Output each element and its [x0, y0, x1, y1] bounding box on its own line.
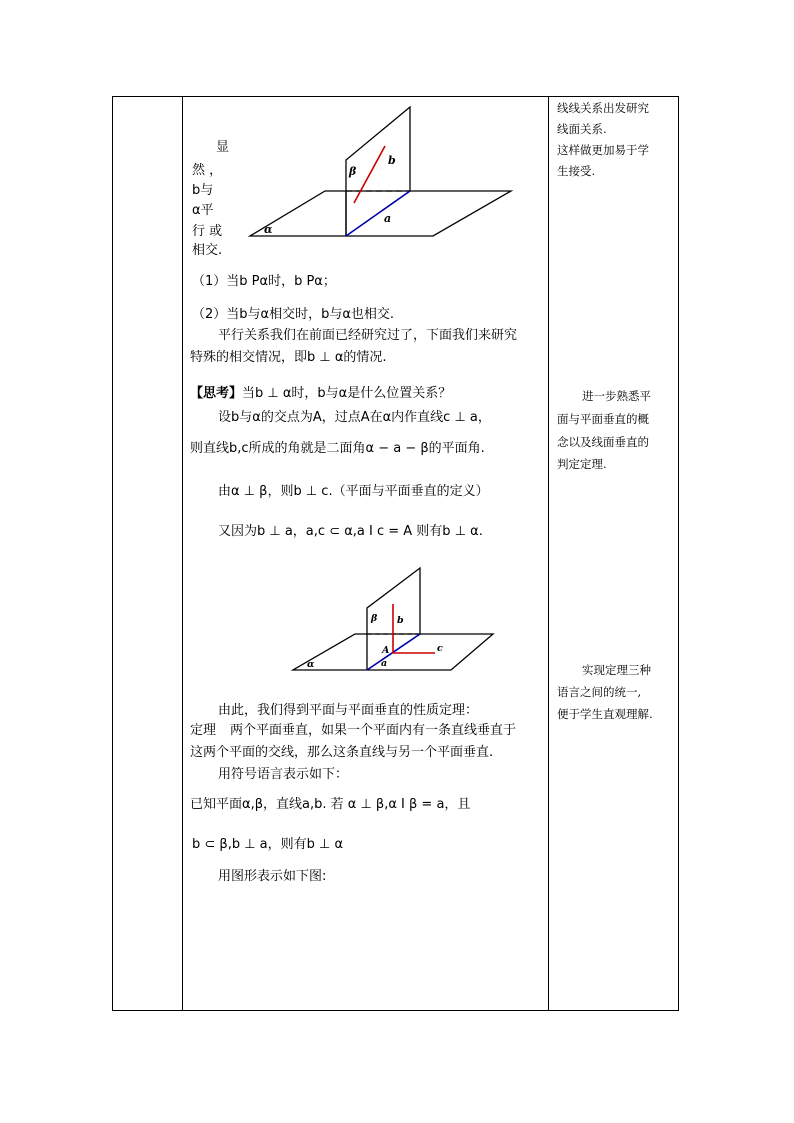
label-A: A: [382, 645, 390, 656]
theorem-line-1: [190, 723, 516, 739]
label-alpha: α: [264, 223, 273, 236]
label-a: a: [381, 658, 388, 669]
conclusion-intro: 由此，我们得到平面与平面垂直的性质定理：: [218, 703, 479, 718]
side-note-3-line-2: 语言之间的统一,: [557, 685, 642, 699]
side-note-2-line-4: 判定定理.: [557, 457, 607, 471]
label-alpha: α: [307, 659, 315, 670]
paragraph-1-line-2: 特殊的相交情况，即b ⊥ α的情况.: [190, 350, 387, 365]
proof-line-3: 由α ⊥ β，则b ⊥ c.（平面与平面垂直的定义）: [218, 484, 489, 499]
paragraph-1-line-1: 平行关系我们在前面已经研究过了，下面我们来研究: [218, 328, 518, 343]
think-question: [190, 386, 451, 402]
symbol-line-1: 已知平面α,β，直线a,b. 若 α ⊥ β,α I β = a，且: [190, 797, 471, 812]
think-tag: 【思考】: [190, 386, 243, 401]
label-b: b: [397, 615, 404, 626]
column-divider-1: [182, 96, 183, 1011]
side-note-3-line-1: 实现定理三种: [582, 663, 651, 677]
wrap-text-4: α平: [192, 203, 214, 218]
figure-plane-line-diagram-1: [230, 100, 530, 250]
label-a: a: [384, 212, 392, 225]
side-note-3-line-3: 便于学生直观理解.: [557, 707, 653, 721]
label-c: c: [437, 643, 443, 654]
figure-intro: 用图形表示如下图:: [218, 869, 327, 884]
line-b-shape: [354, 146, 385, 203]
line-a-shape: [346, 191, 410, 236]
side-note-1-line-1: 线线关系出发研究: [557, 101, 649, 115]
label-b: b: [388, 154, 396, 167]
side-note-2-line-3: 念以及线面垂直的: [557, 435, 649, 449]
proof-line-4: 又因为b ⊥ a，a,c ⊂ α,a I c = A 则有b ⊥ α.: [218, 524, 483, 539]
label-beta: β: [349, 165, 357, 178]
theorem-text-1: 两个平面垂直，如果一个平面内有一条直线垂直于: [230, 723, 517, 738]
think-text: 当b ⊥ α时，b与α是什么位置关系？: [242, 386, 452, 401]
wrap-text-2: 然 ，: [192, 163, 223, 178]
theorem-line-2: 这两个平面的交线，那么这条直线与另一个平面垂直.: [190, 745, 494, 760]
column-divider-2: [548, 96, 549, 1011]
side-note-1-line-4: 生接受.: [557, 164, 596, 178]
proof-line-2: 则直线b,c所成的角就是二面角α − a − β的平面角.: [190, 441, 485, 456]
wrap-text-1: 显: [216, 140, 230, 155]
case-1: （1）当b Pα时，b Pα；: [192, 274, 336, 289]
wrap-text-3: b与: [192, 183, 214, 198]
side-note-1-line-3: 这样做更加易于学: [557, 143, 649, 157]
wrap-text-5: 行 或: [192, 224, 223, 239]
figure-plane-line-diagram-2: [285, 560, 500, 675]
proof-line-1: 设b与α的交点为A，过点A在α内作直线c ⊥ a，: [218, 410, 491, 425]
side-note-2-line-1: 进一步熟悉平: [582, 389, 651, 403]
label-beta: β: [371, 613, 378, 624]
plane-alpha-shape: [250, 191, 511, 236]
case-2: （2）当b与α相交时，b与α也相交.: [192, 307, 395, 322]
theorem-label: 定理: [190, 723, 217, 738]
wrap-text-6: 相交.: [192, 243, 223, 258]
side-note-1-line-2: 线面关系.: [557, 122, 607, 136]
symbol-intro: 用符号语言表示如下：: [218, 767, 349, 782]
symbol-line-2: b ⊂ β,b ⊥ a，则有b ⊥ α: [192, 837, 344, 852]
side-note-2-line-2: 面与平面垂直的概: [557, 412, 649, 426]
